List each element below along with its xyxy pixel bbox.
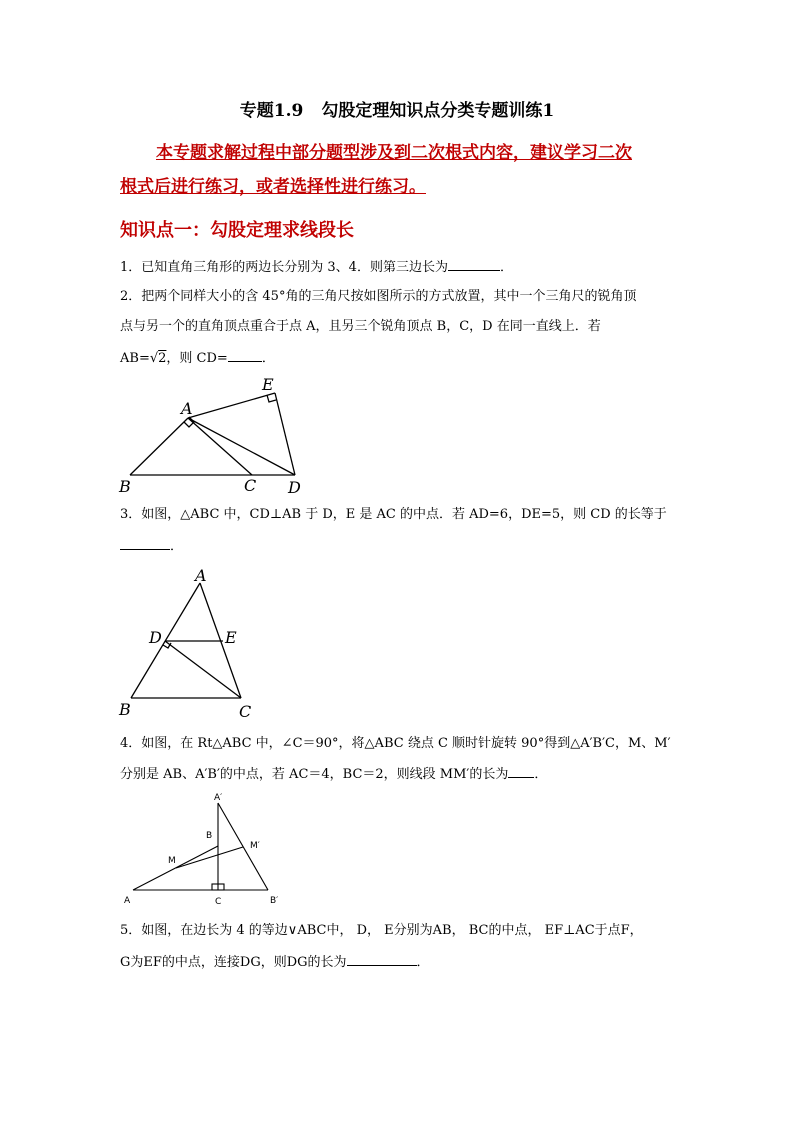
- label-c: C: [239, 702, 252, 721]
- label-a: A: [124, 896, 131, 906]
- label-c: C: [244, 476, 257, 495]
- answer-blank: [228, 349, 262, 362]
- title-text: 勾股定理知识点分类专题训练1: [321, 101, 555, 121]
- figure-3: [120, 790, 290, 910]
- question-2-line-2: 点与另一个的直角顶点重合于点 A，且另三个锐角顶点 B，C，D 在同一直线上．若: [120, 319, 601, 334]
- label-d: D: [288, 478, 301, 497]
- notice: [120, 136, 680, 204]
- label-m-prime: M′: [250, 841, 260, 851]
- page-title: [0, 96, 794, 121]
- question-4-line-2-text: 分别是 AB、A′B′的中点，若 AC＝4，BC＝2，则线段 MM′的长为: [120, 767, 509, 782]
- label-e: E: [262, 375, 274, 394]
- label-d: D: [149, 628, 162, 647]
- label-a-prime: A′: [214, 793, 223, 803]
- figure-2: [115, 565, 265, 725]
- title-number: 专题1.9: [239, 101, 304, 121]
- section-heading: 知识点一：勾股定理求线段长: [120, 220, 354, 241]
- sqrt-symbol: √: [149, 351, 159, 366]
- question-1-end: ．: [499, 260, 513, 275]
- label-b: B: [119, 477, 131, 496]
- label-e: E: [225, 628, 237, 647]
- label-b: B: [206, 831, 213, 841]
- label-b: B: [119, 700, 131, 719]
- question-2-line-3: [120, 349, 275, 368]
- label-a: A: [181, 399, 193, 418]
- question-1-text: 1．已知直角三角形的两边长分别为 3、4．则第三边长为: [120, 260, 448, 275]
- line-a-prime-b-prime: [218, 803, 268, 890]
- question-3-line-2: [120, 537, 183, 556]
- question-5-end: ．: [416, 955, 430, 970]
- notice-line-2: 根式后进行练习，或者选择性进行练习。: [120, 177, 426, 197]
- notice-line-1: 本专题求解过程中部分题型涉及到二次根式内容，建议学习二次: [156, 143, 632, 163]
- sqrt-radicand: 2: [158, 351, 167, 366]
- question-5-line-2: [120, 953, 430, 972]
- question-4-end: ．: [534, 767, 548, 782]
- question-2-ab: AB=: [120, 351, 150, 366]
- line-ed: [275, 393, 295, 475]
- label-a: A: [195, 566, 207, 585]
- question-3-end: ．: [170, 539, 184, 554]
- question-1: [120, 258, 513, 277]
- question-2-cd: ，则 CD=: [166, 351, 228, 366]
- question-5-line-1: 5．如图，在边长为 4 的等边∨ABC中， D， E分别为AB， BC的中点， EF⊥AC于点F，: [120, 923, 643, 938]
- label-c: C: [215, 897, 222, 907]
- question-5-line-2-text: G为EF的中点，连接DG，则DG的长为: [120, 955, 347, 970]
- answer-blank: [120, 537, 170, 550]
- question-4-line-2: [120, 765, 547, 784]
- answer-blank: [448, 258, 500, 271]
- line-ae: [188, 393, 275, 418]
- line-ba: [130, 418, 188, 475]
- question-2-line-1: 2．把两个同样大小的含 45°角的三角尺按如图所示的方式放置，其中一个三角尺的锐角顶: [120, 289, 637, 304]
- question-2-end: ．: [261, 351, 275, 366]
- figure-1: [115, 372, 315, 497]
- line-ab: [133, 846, 218, 890]
- question-3-line-1: 3．如图，△ABC 中，CD⊥AB 于 D，E 是 AC 的中点．若 AD=6，DE=5，则 CD 的长等于: [120, 507, 667, 522]
- answer-blank: [347, 953, 417, 966]
- label-m: M: [168, 856, 176, 866]
- answer-blank: [508, 765, 534, 778]
- label-b-prime: B′: [270, 896, 279, 906]
- question-4-line-1: 4．如图，在 Rt△ABC 中，∠C＝90°，将△ABC 绕点 C 顺时针旋转 90°得到△A′B′C，M、M′: [120, 736, 671, 751]
- right-angle-e: [267, 395, 276, 402]
- line-dc: [165, 641, 241, 698]
